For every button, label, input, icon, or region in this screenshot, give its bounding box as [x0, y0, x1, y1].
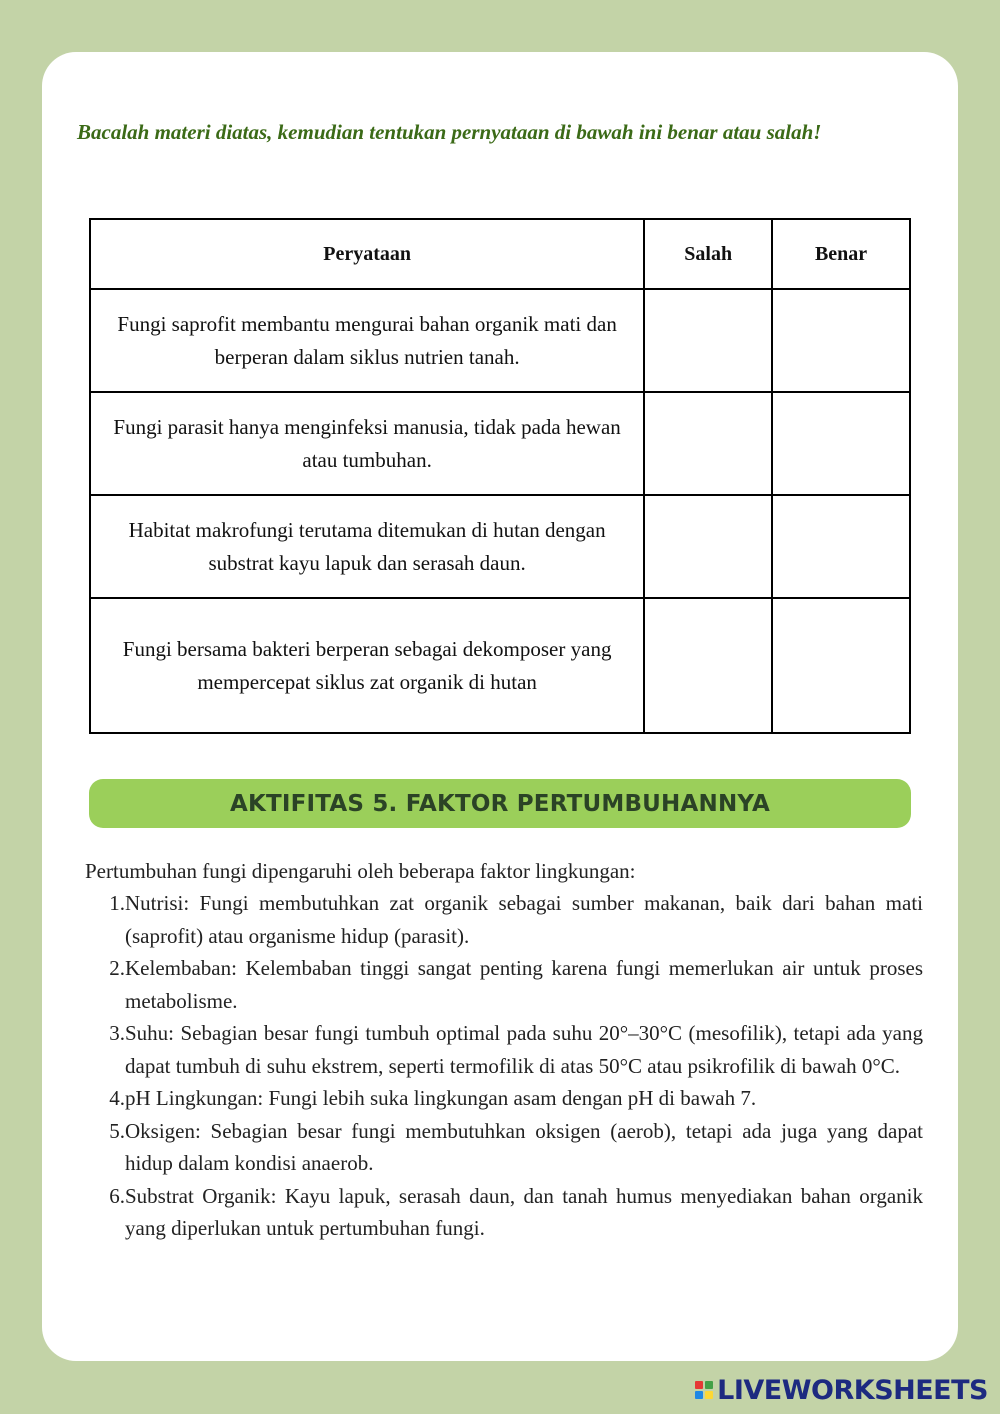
list-text: pH Lingkungan: Fungi lebih suka lingkungan asam dengan pH di bawah 7. [125, 1086, 757, 1110]
list-item [85, 1180, 923, 1245]
instruction-text: Bacalah materi diatas, kemudian tentukan pernyataan di bawah ini benar atau salah! [77, 120, 822, 144]
table-row [90, 598, 910, 733]
answer-salah-cell[interactable] [644, 392, 772, 495]
list-text: Oksigen: Sebagian besar fungi membutuhkan oksigen (aerob), tetapi ada juga yang dapat hidup dalam kondisi anaerob. [125, 1118, 923, 1175]
section-banner: AKTIFITAS 5. FAKTOR PERTUMBUHANNYA [89, 779, 911, 828]
answer-salah-cell[interactable] [644, 495, 772, 598]
list-item [85, 1082, 923, 1115]
list-text: Substrat Organik: Kayu lapuk, serasah daun, dan tanah humus menyediakan bahan organik yang diperlukan untuk pertumbuhan fungi. [125, 1183, 923, 1240]
statement-cell: Fungi saprofit membantu mengurai bahan organik mati dan berperan dalam siklus nutrien tanah. [90, 289, 644, 392]
logo-square [695, 1381, 703, 1389]
list-item [85, 952, 923, 1017]
list-item [85, 887, 923, 952]
statement-cell: Habitat makrofungi terutama ditemukan di hutan dengan substrat kayu lapuk dan serasah daun. [90, 495, 644, 598]
list-number: 3. [109, 1021, 125, 1045]
table-header-row [90, 219, 910, 289]
list-item [85, 1115, 923, 1180]
logo-square [705, 1381, 713, 1389]
list-number: 6. [109, 1183, 125, 1208]
list-number: 5. [109, 1118, 125, 1143]
header-statement: Peryataan [90, 219, 644, 289]
statement-cell: Fungi bersama bakteri berperan sebagai dekomposer yang mempercepat siklus zat organik di hutan [90, 598, 644, 733]
list-item [85, 1017, 923, 1082]
table-row [90, 392, 910, 495]
answer-salah-cell[interactable] [644, 598, 772, 733]
header-salah: Salah [644, 219, 772, 289]
list-number: 1. [109, 891, 125, 915]
section-intro: Pertumbuhan fungi dipengaruhi oleh beberapa faktor lingkungan: [85, 859, 636, 883]
list-text: Nutrisi: Fungi membutuhkan zat organik sebagai sumber makanan, baik dari bahan mati (saprofit) atau organisme hidup (parasit). [125, 891, 923, 948]
header-benar: Benar [772, 219, 910, 289]
answer-benar-cell[interactable] [772, 392, 910, 495]
list-number: 4. [109, 1086, 125, 1110]
list-number: 2. [109, 956, 125, 980]
answer-salah-cell[interactable] [644, 289, 772, 392]
true-false-table [89, 218, 911, 734]
answer-benar-cell[interactable] [772, 495, 910, 598]
answer-benar-cell[interactable] [772, 598, 910, 733]
table-row [90, 289, 910, 392]
list-text: Kelembaban: Kelembaban tinggi sangat penting karena fungi memerlukan air untuk proses metabolisme. [125, 956, 923, 1013]
list-text: Suhu: Sebagian besar fungi tumbuh optimal pada suhu 20°–30°C (mesofilik), tetapi ada yang dapat tumbuh di suhu ekstrem, seperti termofilik di atas 50°C atau psikrofilik di bawah 0°C. [125, 1021, 923, 1078]
statement-cell: Fungi parasit hanya menginfeksi manusia, tidak pada hewan atau tumbuhan. [90, 392, 644, 495]
logo-text: LIVEWORKSHEETS [717, 1374, 988, 1406]
logo-square [705, 1391, 713, 1399]
answer-benar-cell[interactable] [772, 289, 910, 392]
liveworksheets-logo[interactable] [695, 1374, 988, 1406]
table-row [90, 495, 910, 598]
liveworksheets-logo-icon [695, 1381, 713, 1399]
factor-list [85, 887, 923, 1245]
logo-square [695, 1391, 703, 1399]
